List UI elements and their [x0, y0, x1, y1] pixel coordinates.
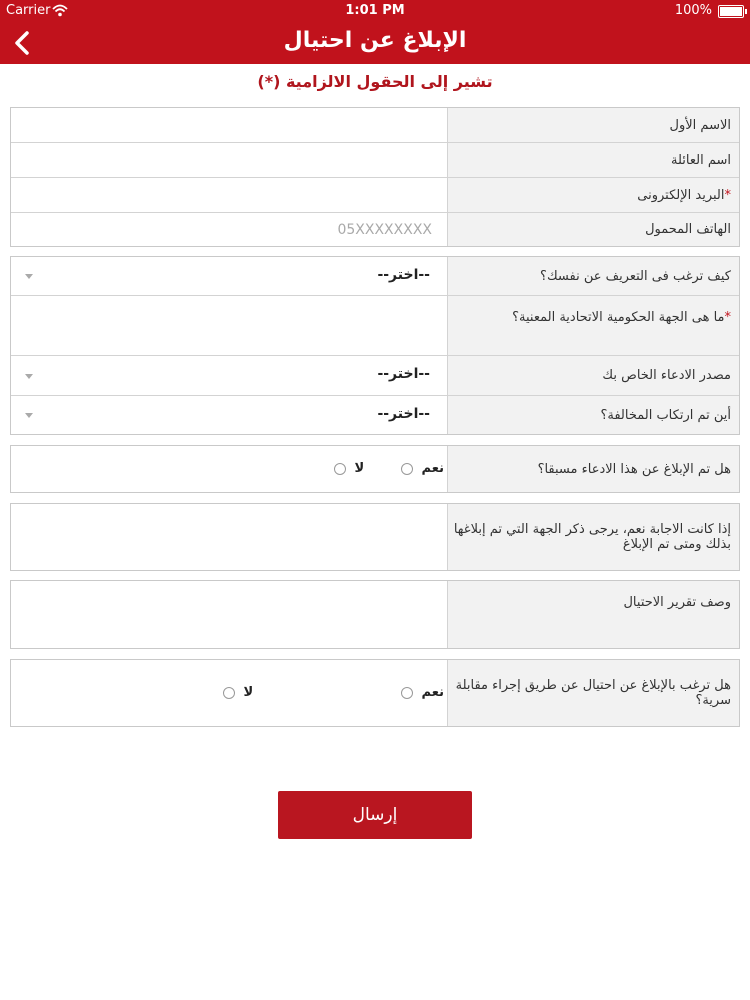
submit-button[interactable]: إرسال: [278, 791, 472, 839]
first-name-input[interactable]: [11, 108, 448, 142]
meeting-no[interactable]: لا: [223, 685, 253, 701]
source-row: [11, 356, 739, 396]
battery-percent: 100%: [674, 3, 712, 18]
first-name-row: [11, 108, 739, 143]
identify-label: كيف ترغب فى التعريف عن نفسك؟: [447, 257, 739, 295]
caret-down-icon: [25, 413, 33, 418]
email-label: * البريد الإلكترونى: [447, 178, 739, 212]
battery-icon: [718, 5, 744, 18]
meeting-row: [11, 660, 739, 726]
meeting-label: هل ترغب بالإبلاغ عن احتيال عن طريق إجراء مقابلة سرية؟: [447, 660, 739, 726]
required-marker: *: [724, 310, 731, 325]
location-label: أين تم ارتكاب المخالفة؟: [447, 396, 739, 434]
nav-bar: [0, 22, 750, 64]
reported-before-no[interactable]: لا: [334, 461, 364, 477]
reported-details-label: إذا كانت الاجابة نعم، يرجى ذكر الجهة التي تم إبلاغها بذلك ومتى تم الإبلاغ: [447, 504, 739, 570]
mobile-placeholder: 05XXXXXXXX: [337, 222, 432, 238]
reported-before-options: [11, 446, 448, 492]
status-time: 1:01 PM: [345, 3, 405, 18]
last-name-input[interactable]: [11, 143, 448, 177]
source-label: مصدر الادعاء الخاص بك: [447, 356, 739, 395]
caret-down-icon: [25, 274, 33, 279]
personal-info-group: [10, 107, 740, 247]
status-bar: [0, 0, 750, 22]
description-label: وصف تقرير الاحتيال: [447, 581, 739, 648]
identify-select[interactable]: [11, 257, 448, 295]
carrier-label: Carrier: [6, 3, 51, 18]
required-fields-note: (*) تشير إلى الحقول الالزامية: [257, 72, 493, 91]
last-name-label: اسم العائلة: [447, 143, 739, 177]
required-marker: *: [724, 187, 731, 203]
email-input[interactable]: [11, 178, 448, 212]
reported-before-label: هل تم الإبلاغ عن هذا الادعاء مسبقا؟: [447, 446, 739, 492]
entity-row: [11, 296, 739, 356]
location-row: [11, 396, 739, 434]
radio-circle-icon: [223, 687, 235, 699]
radio-circle-icon: [334, 463, 346, 475]
reported-before-yes[interactable]: نعم: [401, 461, 444, 477]
mobile-row: [11, 213, 739, 246]
entity-input[interactable]: [11, 296, 448, 355]
identify-select-value: --اختر--: [377, 267, 430, 283]
description-textarea[interactable]: [11, 581, 448, 648]
page-title: الإبلاغ عن احتيال: [283, 28, 467, 53]
radio-circle-icon: [401, 463, 413, 475]
location-select[interactable]: [11, 396, 448, 434]
source-select-value: --اختر--: [377, 366, 430, 382]
meeting-options: [11, 660, 448, 726]
mobile-label: الهاتف المحمول: [447, 213, 739, 246]
identify-row: [11, 257, 739, 296]
claim-group: [10, 256, 740, 435]
radio-circle-icon: [401, 687, 413, 699]
first-name-label: الاسم الأول: [447, 108, 739, 142]
mobile-input[interactable]: [11, 213, 448, 246]
email-row: [11, 178, 739, 213]
caret-down-icon: [25, 374, 33, 379]
entity-label: *ما هى الجهة الحكومية الاتحادية المعنية؟: [447, 296, 739, 355]
reported-before-row: [11, 446, 739, 492]
reported-details-textarea[interactable]: [11, 504, 448, 570]
meeting-group: [10, 659, 740, 727]
reported-details-row: [11, 504, 739, 570]
reported-details-group: [10, 503, 740, 571]
reported-before-group: [10, 445, 740, 493]
description-row: [11, 581, 739, 648]
last-name-row: [11, 143, 739, 178]
source-select[interactable]: [11, 356, 448, 395]
location-select-value: --اختر--: [377, 406, 430, 422]
meeting-yes[interactable]: نعم: [401, 685, 444, 701]
description-group: [10, 580, 740, 649]
